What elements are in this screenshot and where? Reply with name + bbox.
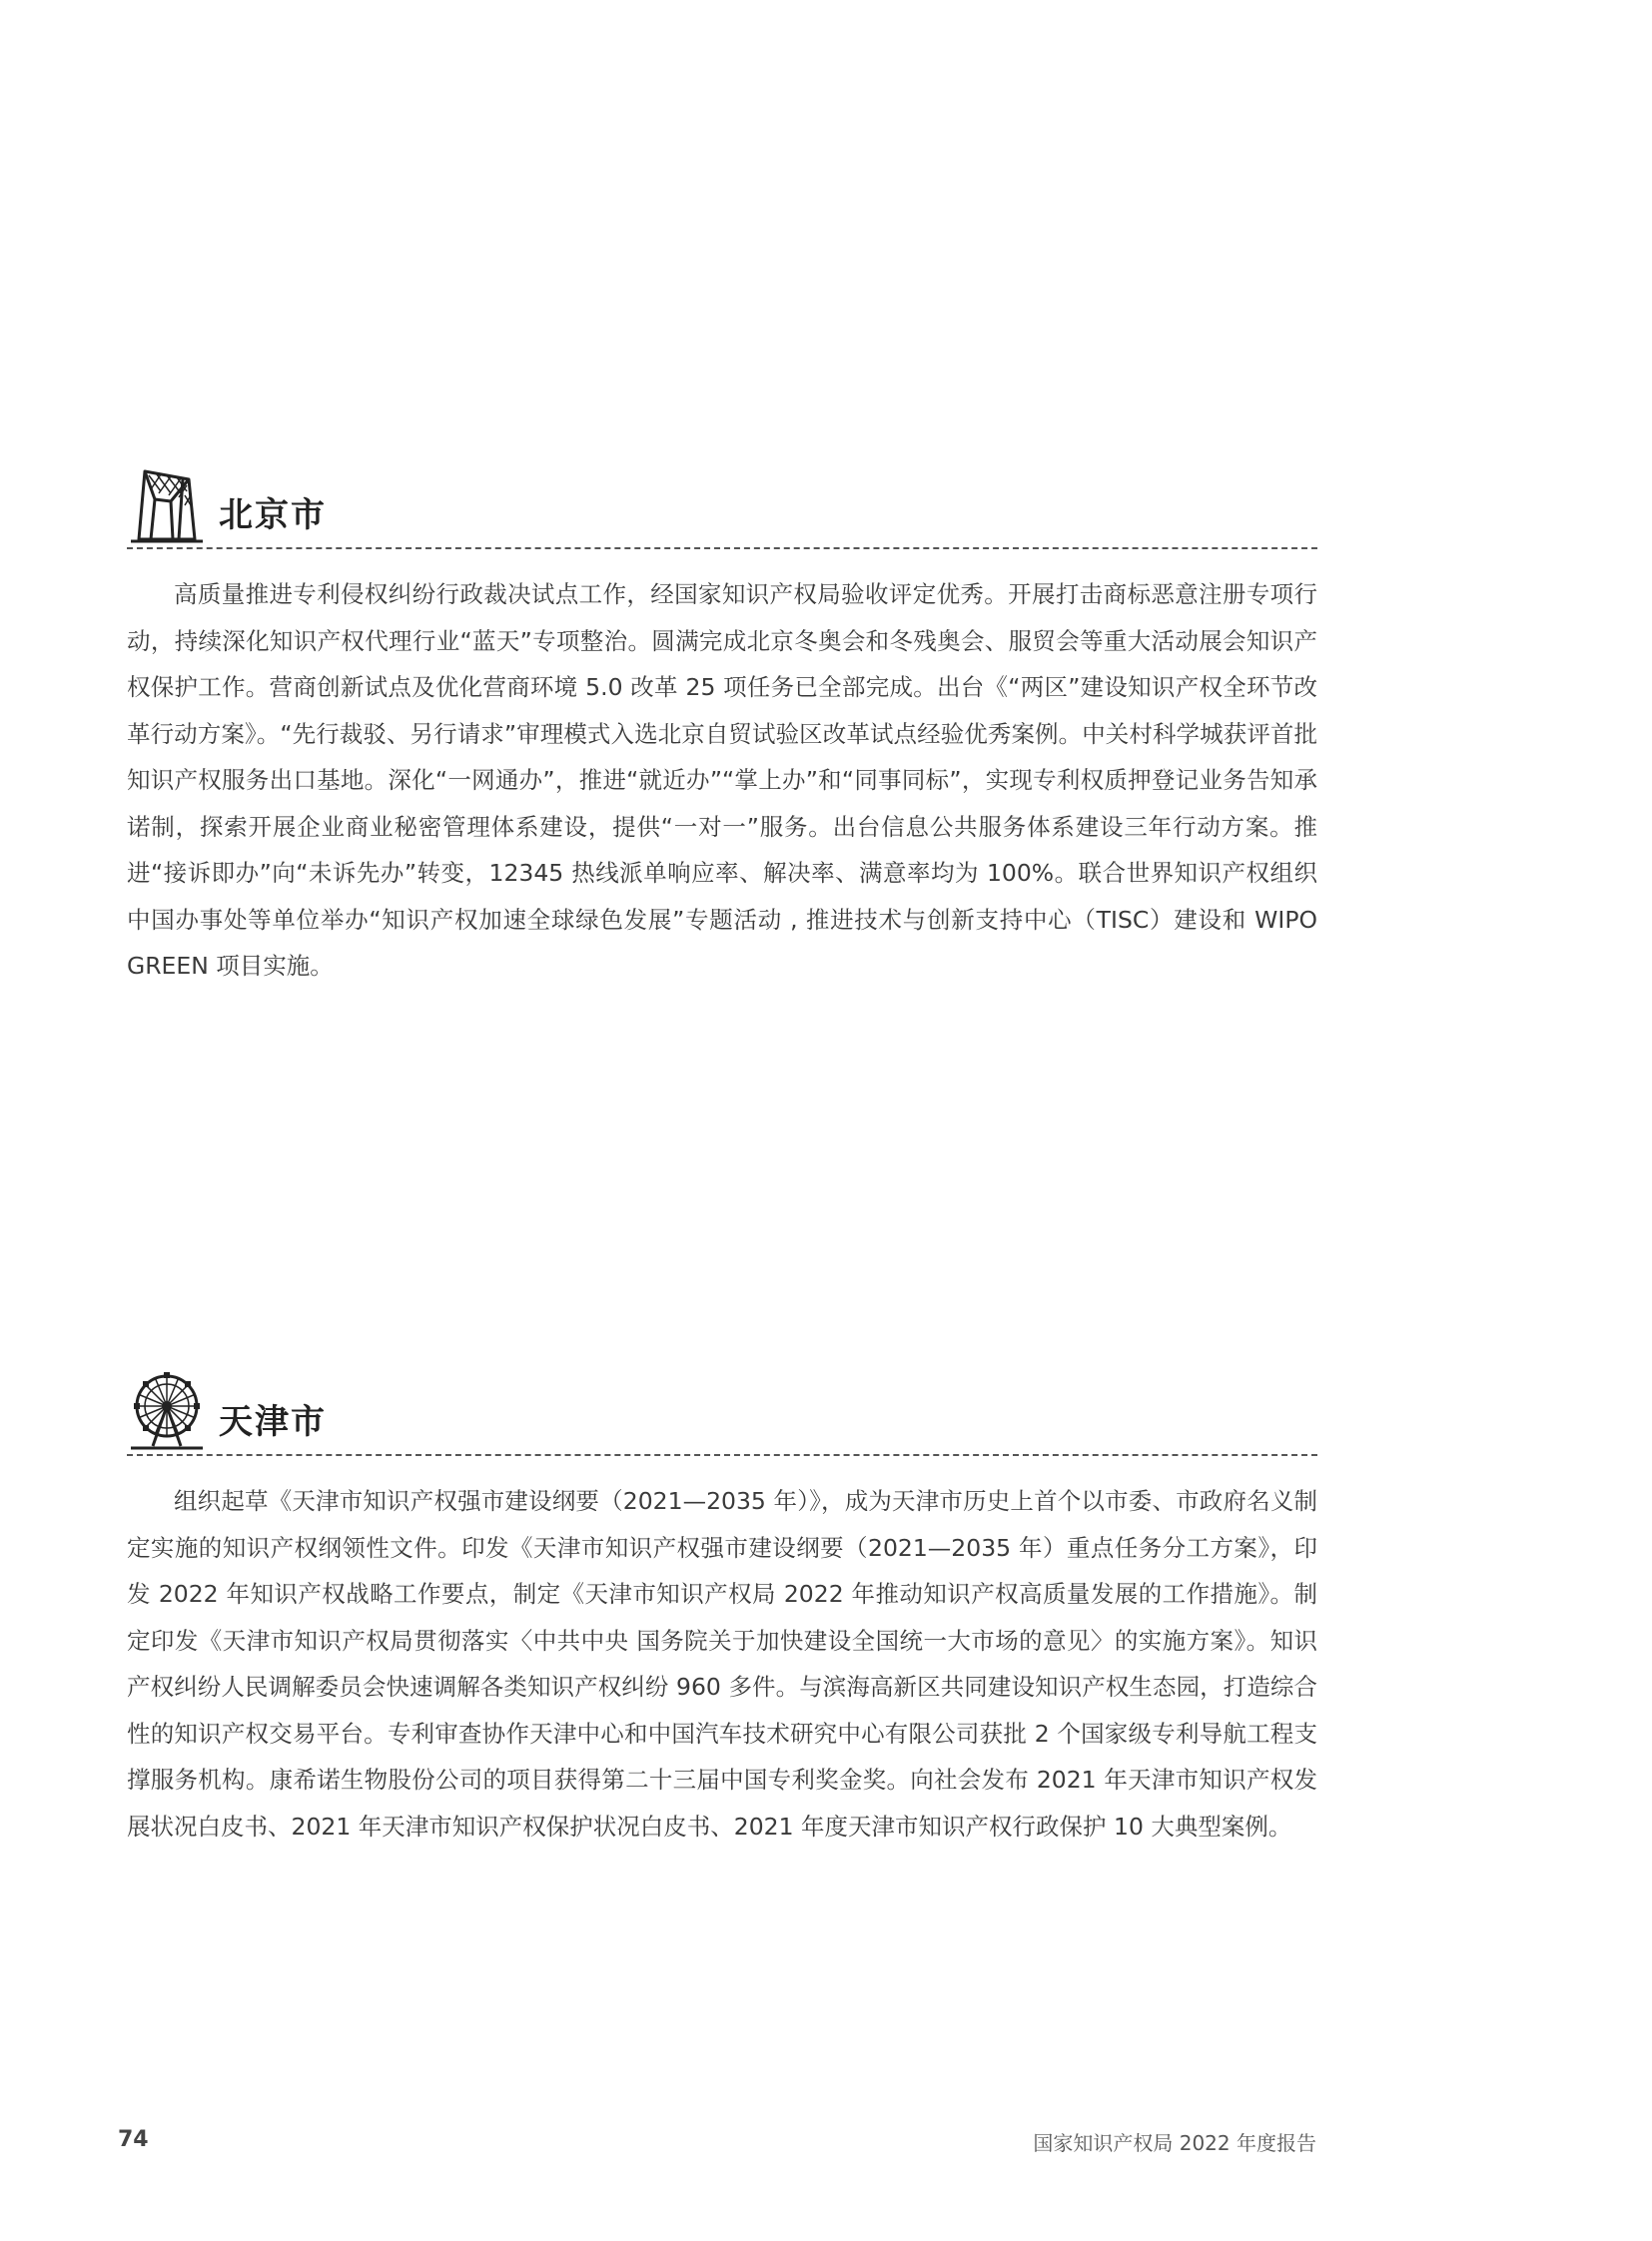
dashed-divider	[127, 1454, 1317, 1456]
section-header-tianjin	[127, 1372, 1317, 1456]
section-body: 组织起草《天津市知识产权强市建设纲要（2021—2035 年）》，成为天津市历史上首个以市委、市政府名义制定实施的知识产权纲领性文件。印发《天津市知识产权强市建设纲要（2021—2035 年）重点任务分工方案》，印发 2022 年知识产权战略工作要点，制定《天津市知识产权局 2022 年推动知识产权高质量发展的工作措施》。制定印发《天津市知识产权局贯彻落实〈中共中央 国务院关于加快建设全国统一大市场的意见〉的实施方案》。知识产权纠纷人民调解委员会快速调解各类知识产权纠纷 960 多件。与滨海高新区共同建设知识产权生态园，打造综合性的知识产权交易平台。专利审查协作天津中心和中国汽车技术研究中心有限公司获批 2 个国家级专利导航工程支撑服务机构。康希诺生物股份公司的项目获得第二十三届中国专利奖金奖。向社会发布 2021 年天津市知识产权发展状况白皮书、2021 年天津市知识产权保护状况白皮书、2021 年度天津市知识产权行政保护 10 大典型案例。	[127, 1487, 1317, 1841]
ferris-wheel-icon	[131, 1372, 203, 1450]
section-title: 天津市	[219, 1402, 327, 1442]
report-title: 国家知识产权局 2022 年度报告	[1033, 2131, 1316, 2155]
tianjin-section	[127, 1372, 1317, 1873]
page-number: 74	[118, 2127, 149, 2152]
dashed-divider	[127, 547, 1317, 549]
beijing-section	[127, 465, 1317, 1013]
section-body: 高质量推进专利侵权纠纷行政裁决试点工作，经国家知识产权局验收评定优秀。开展打击商标恶意注册专项行动，持续深化知识产权代理行业“蓝天”专项整治。圆满完成北京冬奥会和冬残奥会、服贸会等重大活动展会知识产权保护工作。营商创新试点及优化营商环境 5.0 改革 25 项任务已全部完成。出台《“两区”建设知识产权全环节改革行动方案》。“先行裁驳、另行请求”审理模式入选北京自贸试验区改革试点经验优秀案例。中关村科学城获评首批知识产权服务出口基地。深化“一网通办”，推进“就近办”“掌上办”和“同事同标”，实现专利权质押登记业务告知承诺制，探索开展企业商业秘密管理体系建设，提供“一对一”服务。出台信息公共服务体系建设三年行动方案。推进“接诉即办”向“未诉先办”转变，12345 热线派单响应率、解决率、满意率均为 100%。联合世界知识产权组织中国办事处等单位举办“知识产权加速全球绿色发展”专题活动 , 推进技术与创新支持中心（TISC）建设和 WIPO GREEN 项目实施。	[127, 580, 1317, 980]
beijing-landmark-icon	[131, 465, 203, 543]
section-header-beijing	[127, 465, 1317, 549]
section-title: 北京市	[219, 495, 327, 535]
